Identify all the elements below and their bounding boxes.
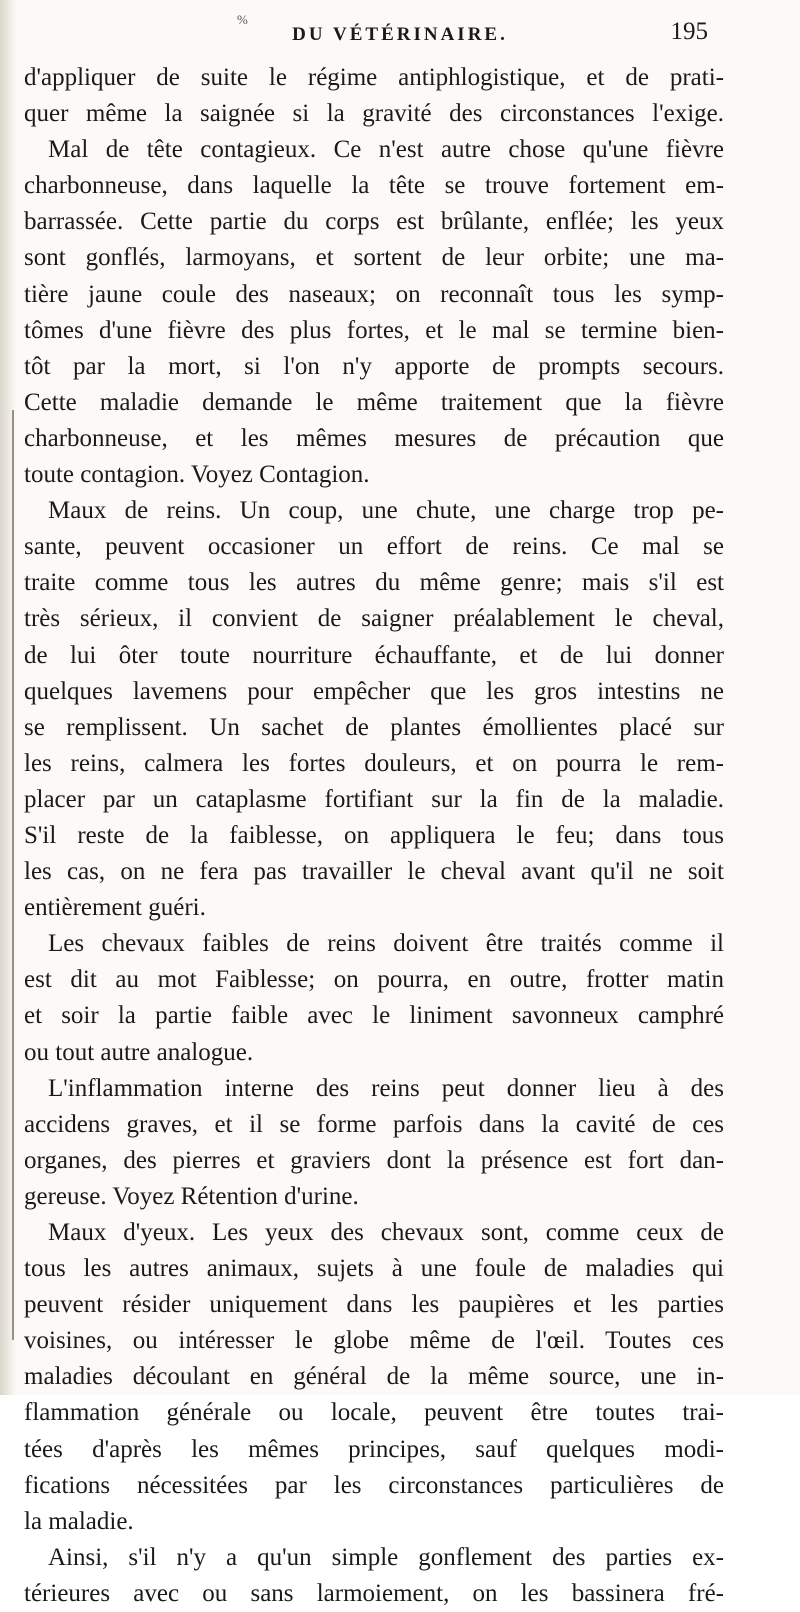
- text-line: et soir la partie faible avec le liniment savonneux camphré: [24, 1002, 724, 1030]
- text-line: d'appliquer de suite le régime antiphlogistique, et de prati-: [24, 64, 724, 91]
- text-line: la maladie.: [24, 1507, 134, 1535]
- text-line: entièrement guéri.: [24, 894, 206, 922]
- text-line: placer par un cataplasme fortifiant sur la fin de la maladie.: [24, 785, 724, 813]
- running-head: DU VÉTÉRINAIRE.: [292, 24, 508, 45]
- text-line: maladies découlant en général de la même source, une in-: [24, 1363, 724, 1391]
- text-line: tées d'après les mêmes principes, sauf quelques modi-: [24, 1435, 724, 1463]
- body-text: [24, 60, 724, 1612]
- text-line: quelques lavemens pour empêcher que les gros intestins ne: [24, 677, 724, 705]
- text-line: gereuse. Voyez Rétention d'urine.: [24, 1182, 359, 1210]
- text-line: se remplissent. Un sachet de plantes émollientes placé sur: [24, 713, 724, 741]
- text-line: peuvent résider uniquement dans les paupières et les parties: [24, 1291, 724, 1319]
- text-line: Maux d'yeux. Les yeux des chevaux sont, comme ceux de: [48, 1219, 724, 1246]
- text-line: S'il reste de la faiblesse, on appliquera le feu; dans tous: [24, 821, 724, 849]
- text-line: L'inflammation interne des reins peut donner lieu à des: [48, 1074, 724, 1102]
- text-line: barrassée. Cette partie du corps est brûlante, enflée; les yeux: [24, 208, 724, 236]
- text-line: quer même la saignée si la gravité des circonstances l'exige.: [24, 100, 724, 128]
- text-line: tous les autres animaux, sujets à une foule de maladies qui: [24, 1255, 724, 1283]
- text-line: très sérieux, il convient de saigner préalablement le cheval,: [24, 605, 724, 633]
- corner-mark: %: [237, 12, 248, 27]
- page-number: 195: [670, 18, 708, 45]
- text-line: tière jaune coule des naseaux; on reconnaît tous les symp-: [24, 280, 724, 308]
- text-line: térieures avec ou sans larmoiement, on les bassinera fré-: [24, 1579, 724, 1607]
- text-line: de lui ôter toute nourriture échauffante, et de lui donner: [24, 641, 724, 669]
- text-line: sont gonflés, larmoyans, et sortent de leur orbite; une ma-: [24, 244, 724, 272]
- text-line: les reins, calmera les fortes douleurs, et on pourra le rem-: [24, 749, 724, 777]
- text-line: ou tout autre analogue.: [24, 1038, 254, 1066]
- text-line: tômes d'une fièvre des plus fortes, et le mal se termine bien-: [24, 316, 724, 344]
- page-header: [0, 18, 800, 54]
- text-line: tôt par la mort, si l'on n'y apporte de prompts secours.: [24, 352, 724, 380]
- text-line: Cette maladie demande le même traitement que la fièvre: [24, 388, 724, 416]
- text-line: voisines, ou intéresser le globe même de l'œil. Toutes ces: [24, 1327, 724, 1355]
- text-line: traite comme tous les autres du même genre; mais s'il est: [24, 569, 724, 597]
- text-line: flammation générale ou locale, peuvent être toutes trai-: [24, 1399, 724, 1427]
- text-line: charbonneuse, dans laquelle la tête se trouve fortement em-: [24, 172, 724, 200]
- text-line: Mal de tête contagieux. Ce n'est autre chose qu'une fièvre: [48, 136, 724, 164]
- text-line: Maux de reins. Un coup, une chute, une charge trop pe-: [48, 497, 724, 525]
- gutter-shadow-line: [12, 410, 14, 1340]
- text-line: organes, des pierres et graviers dont la présence est fort dan-: [24, 1146, 724, 1174]
- text-line: toute contagion. Voyez Contagion.: [24, 461, 370, 489]
- text-line: est dit au mot Faiblesse; on pourra, en outre, frotter matin: [24, 966, 724, 994]
- text-line: charbonneuse, et les mêmes mesures de précaution que: [24, 424, 724, 452]
- text-line: Ainsi, s'il n'y a qu'un simple gonflement des parties ex-: [48, 1543, 724, 1571]
- text-line: fications nécessitées par les circonstances particulières de: [24, 1471, 724, 1499]
- text-line: sante, peuvent occasioner un effort de reins. Ce mal se: [24, 533, 724, 561]
- text-line: les cas, on ne fera pas travailler le cheval avant qu'il ne soit: [24, 858, 724, 886]
- text-line: Les chevaux faibles de reins doivent être traités comme il: [48, 930, 724, 958]
- text-line: accidens graves, et il se forme parfois dans la cavité de ces: [24, 1110, 724, 1138]
- page-gutter: [0, 0, 16, 1395]
